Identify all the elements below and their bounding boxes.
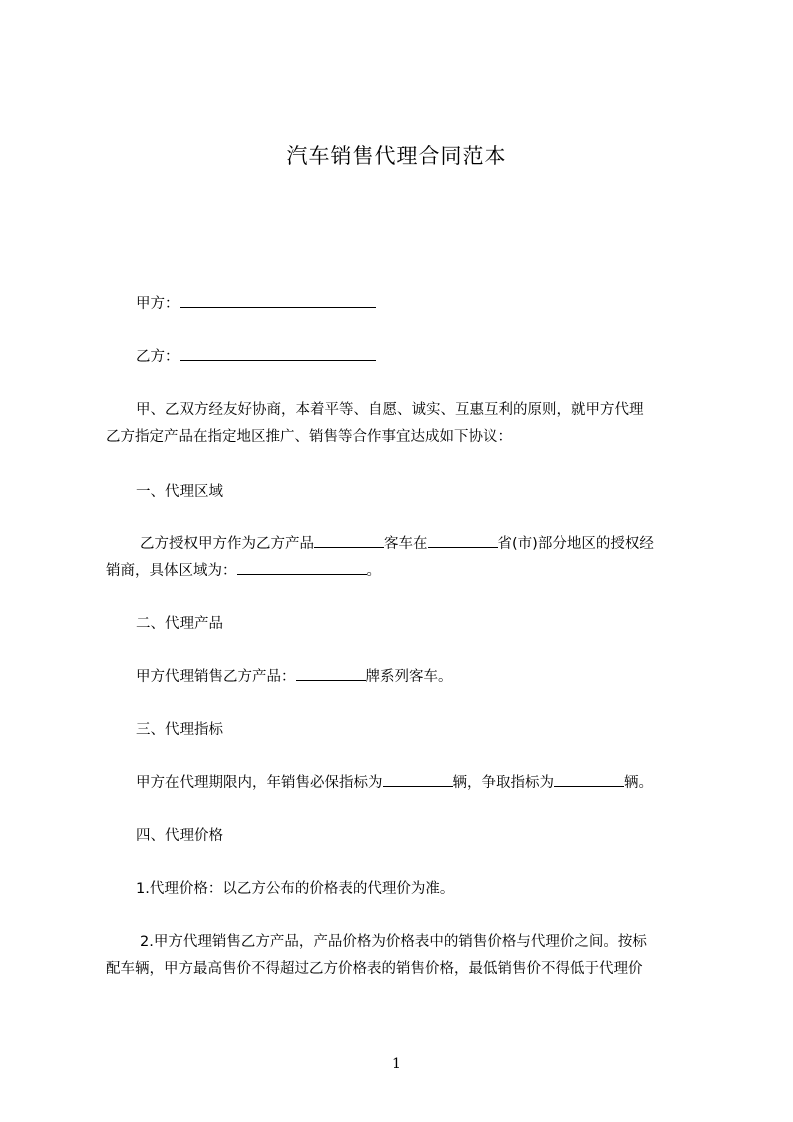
brand-blank xyxy=(296,666,366,681)
party-b-blank xyxy=(180,346,376,361)
section-1-line-1: 乙方授权甲方作为乙方产品 客车在 省(市)部分地区的授权经 xyxy=(140,532,654,553)
section-2-line: 甲方代理销售乙方产品： 牌系列客车。 xyxy=(136,665,453,686)
section-4-item-1: 1.代理价格：以乙方公布的价格表的代理价为准。 xyxy=(136,881,455,897)
stretch-target-blank xyxy=(554,772,624,787)
section-4-item-2-line-1: 2.甲方代理销售乙方产品，产品价格为价格表中的销售价格与代理价之间。按标 xyxy=(140,934,647,950)
party-b-line xyxy=(136,345,376,366)
product-blank xyxy=(314,533,384,548)
page-number: 1 xyxy=(392,1056,401,1072)
party-a-label: 甲方： xyxy=(136,296,180,312)
section-4-heading: 四、代理价格 xyxy=(136,828,223,844)
intro-line-1: 甲、乙双方经友好协商，本着平等、自愿、诚实、互惠互利的原则，就甲方代理 xyxy=(136,402,644,418)
party-a-blank xyxy=(180,293,376,308)
document-title: 汽车销售代理合同范本 xyxy=(286,144,507,168)
section-2-heading: 二、代理产品 xyxy=(136,616,223,632)
section-1-heading: 一、代理区域 xyxy=(136,484,223,500)
section-3-heading: 三、代理指标 xyxy=(136,722,223,738)
intro-line-2: 乙方指定产品在指定地区推广、销售等合作事宜达成如下协议： xyxy=(106,429,512,445)
section-1-line-2: 销商，具体区域为： 。 xyxy=(106,559,381,580)
party-b-label: 乙方： xyxy=(136,349,180,365)
guaranteed-target-blank xyxy=(383,772,453,787)
province-blank xyxy=(428,533,498,548)
section-4-item-2-line-2: 配车辆，甲方最高售价不得超过乙方价格表的销售价格，最低销售价不得低于代理价 xyxy=(106,961,643,977)
region-blank xyxy=(237,560,367,575)
party-a-line xyxy=(136,292,376,313)
section-3-line: 甲方在代理期限内，年销售必保指标为 辆，争取指标为 辆。 xyxy=(136,771,653,792)
